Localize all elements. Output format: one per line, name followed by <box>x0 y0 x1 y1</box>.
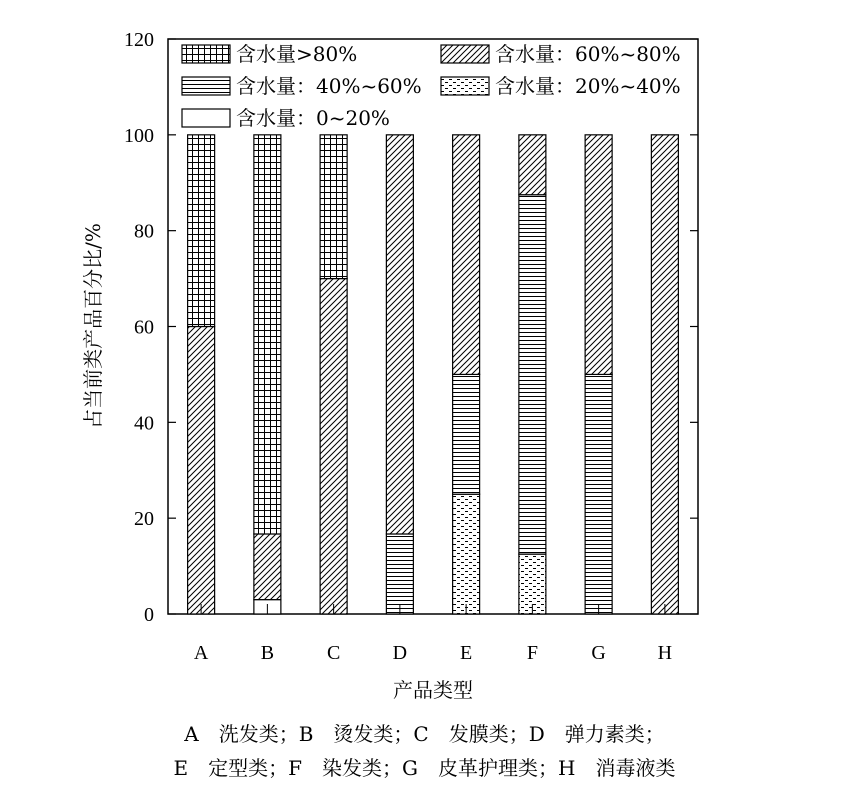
x-tick-label-D: D <box>392 642 408 664</box>
legend <box>182 42 681 130</box>
legend-swatch-grid <box>182 45 230 63</box>
x-tick-label-E: E <box>460 642 473 664</box>
legend-label-blank: 含水量：0~20% <box>236 106 390 130</box>
bars-group <box>188 135 679 614</box>
x-axis-title: 产品类型 <box>393 678 473 702</box>
y-tick-label-60: 60 <box>134 316 154 339</box>
bar-C-series-4 <box>320 135 347 279</box>
legend-swatch-blank <box>182 109 230 127</box>
bar-D-series-2 <box>386 534 413 614</box>
bar-A-series-4 <box>188 135 215 327</box>
bar-B-series-4 <box>254 135 281 534</box>
bar-E-series-2 <box>453 374 480 494</box>
bar-D-series-3 <box>386 135 413 534</box>
x-tick-label-A: A <box>193 642 209 664</box>
legend-swatch-horizontal <box>182 77 230 95</box>
legend-swatch-diagonal <box>441 45 489 63</box>
y-tick-label-0: 0 <box>144 604 154 626</box>
legend-label-horizontal: 含水量：40%~60% <box>236 74 422 98</box>
bar-F-series-2 <box>519 195 546 554</box>
x-tick-label-G: G <box>591 642 606 664</box>
caption-line-1: A 洗发类；B 烫发类；C 发膜类；D 弹力素类； <box>184 722 665 746</box>
x-tick-label-C: C <box>326 642 341 664</box>
x-tick-label-F: F <box>526 642 538 664</box>
bar-C-series-3 <box>320 279 347 614</box>
y-tick-label-120: 120 <box>124 29 154 51</box>
bar-A-series-3 <box>188 327 215 615</box>
bar-E-series-1 <box>453 494 480 614</box>
legend-label-grid: 含水量>80% <box>236 42 358 66</box>
x-tick-label-B: B <box>260 642 275 664</box>
legend-label-diagonal: 含水量：60%~80% <box>495 42 681 66</box>
bar-F-series-3 <box>519 135 546 195</box>
bar-E-series-3 <box>453 135 480 375</box>
y-axis-title: 占当前类产品百分比/% <box>81 223 105 429</box>
bar-G-series-3 <box>585 135 612 375</box>
bar-H-series-3 <box>651 135 678 614</box>
caption-line-2: E 定型类；F 染发类；G 皮革护理类；H 消毒液类 <box>173 756 676 780</box>
bar-G-series-2 <box>585 374 612 614</box>
legend-swatch-dashed <box>441 77 489 95</box>
y-tick-label-80: 80 <box>134 220 154 243</box>
y-tick-label-40: 40 <box>134 412 154 435</box>
legend-label-dashed: 含水量：20%~40% <box>495 74 681 98</box>
x-tick-label-H: H <box>657 642 673 664</box>
bar-B-series-3 <box>254 534 281 600</box>
y-tick-label-100: 100 <box>124 124 154 147</box>
x-axis <box>194 642 672 664</box>
y-tick-label-20: 20 <box>134 508 154 531</box>
